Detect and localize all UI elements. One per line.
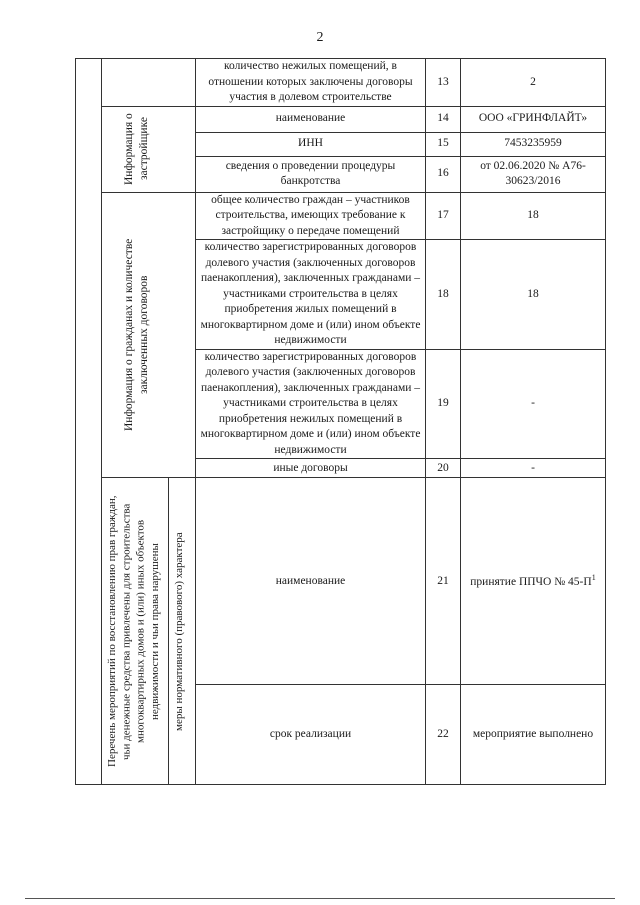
group-label: Информация о застройщике bbox=[122, 113, 150, 185]
table-row bbox=[76, 106, 606, 132]
row-value: 7453235959 bbox=[461, 132, 606, 156]
row-label: сведения о проведении процедуры банкротства bbox=[196, 156, 426, 192]
table-row bbox=[76, 478, 606, 685]
row-label: ИНН bbox=[196, 132, 426, 156]
row-value bbox=[461, 478, 606, 685]
row-value: 18 bbox=[461, 240, 606, 350]
row-number: 22 bbox=[426, 685, 461, 785]
empty-group-cell bbox=[102, 59, 196, 107]
row-value-text: принятие ППЧО № 45-П bbox=[470, 575, 592, 588]
group-regulatory-measures bbox=[169, 478, 196, 785]
row-value: от 02.06.2020 № А76-30623/2016 bbox=[461, 156, 606, 192]
row-number: 13 bbox=[426, 59, 461, 107]
table-row bbox=[76, 192, 606, 240]
row-label: срок реализации bbox=[196, 685, 426, 785]
row-label: наименование bbox=[196, 106, 426, 132]
row-number: 18 bbox=[426, 240, 461, 350]
row-number: 14 bbox=[426, 106, 461, 132]
row-number: 20 bbox=[426, 459, 461, 478]
table-row bbox=[76, 59, 606, 107]
row-label: общее количество граждан – участников строительства, имеющих требование к застройщику о передаче помещений bbox=[196, 192, 426, 240]
row-number: 21 bbox=[426, 478, 461, 685]
page-bottom-rule bbox=[25, 898, 615, 899]
row-value: ООО «ГРИНФЛАЙТ» bbox=[461, 106, 606, 132]
row-value: - bbox=[461, 459, 606, 478]
row-label: количество нежилых помещений, в отношении которых заключены договоры участия в долевом строительстве bbox=[196, 59, 426, 107]
row-label: иные договоры bbox=[196, 459, 426, 478]
group-developer-info bbox=[102, 106, 196, 192]
group-label: меры нормативного (правового) характера bbox=[173, 531, 185, 731]
group-citizens-info bbox=[102, 192, 196, 478]
register-table bbox=[75, 58, 606, 785]
outer-left-column bbox=[76, 59, 102, 785]
group-measures-list bbox=[102, 478, 169, 785]
row-label: количество зарегистрированных договоров долевого участия (заключенных договоров паенакопления), заключенных гражданами – участниками строительства в целях приобретения нежилых помещений в многоквартирном доме и (или) ином объекте недвижимости bbox=[196, 349, 426, 459]
row-number: 15 bbox=[426, 132, 461, 156]
group-label: Информация о гражданах и количестве заключенных договоров bbox=[122, 238, 150, 432]
row-number: 19 bbox=[426, 349, 461, 459]
footnote-marker: 1 bbox=[591, 572, 596, 582]
row-value: 18 bbox=[461, 192, 606, 240]
row-value: 2 bbox=[461, 59, 606, 107]
row-number: 16 bbox=[426, 156, 461, 192]
row-value: мероприятие выполнено bbox=[461, 685, 606, 785]
row-label: количество зарегистрированных договоров долевого участия (заключенных договоров паенакопления), заключенных гражданами – участниками строительства в целях приобретения жилых помещений в многоквартирном доме и (или) ином объекте недвижимости bbox=[196, 240, 426, 350]
group-label: Перечень мероприятий по восстановлению прав граждан, чьи денежные средства привлечены для строительства многоквартирных домов и (или) иных объектов недвижимости и чьи права нарушены bbox=[106, 495, 161, 768]
row-number: 17 bbox=[426, 192, 461, 240]
row-value: - bbox=[461, 349, 606, 459]
page-number: 2 bbox=[316, 30, 324, 45]
row-label: наименование bbox=[196, 478, 426, 685]
